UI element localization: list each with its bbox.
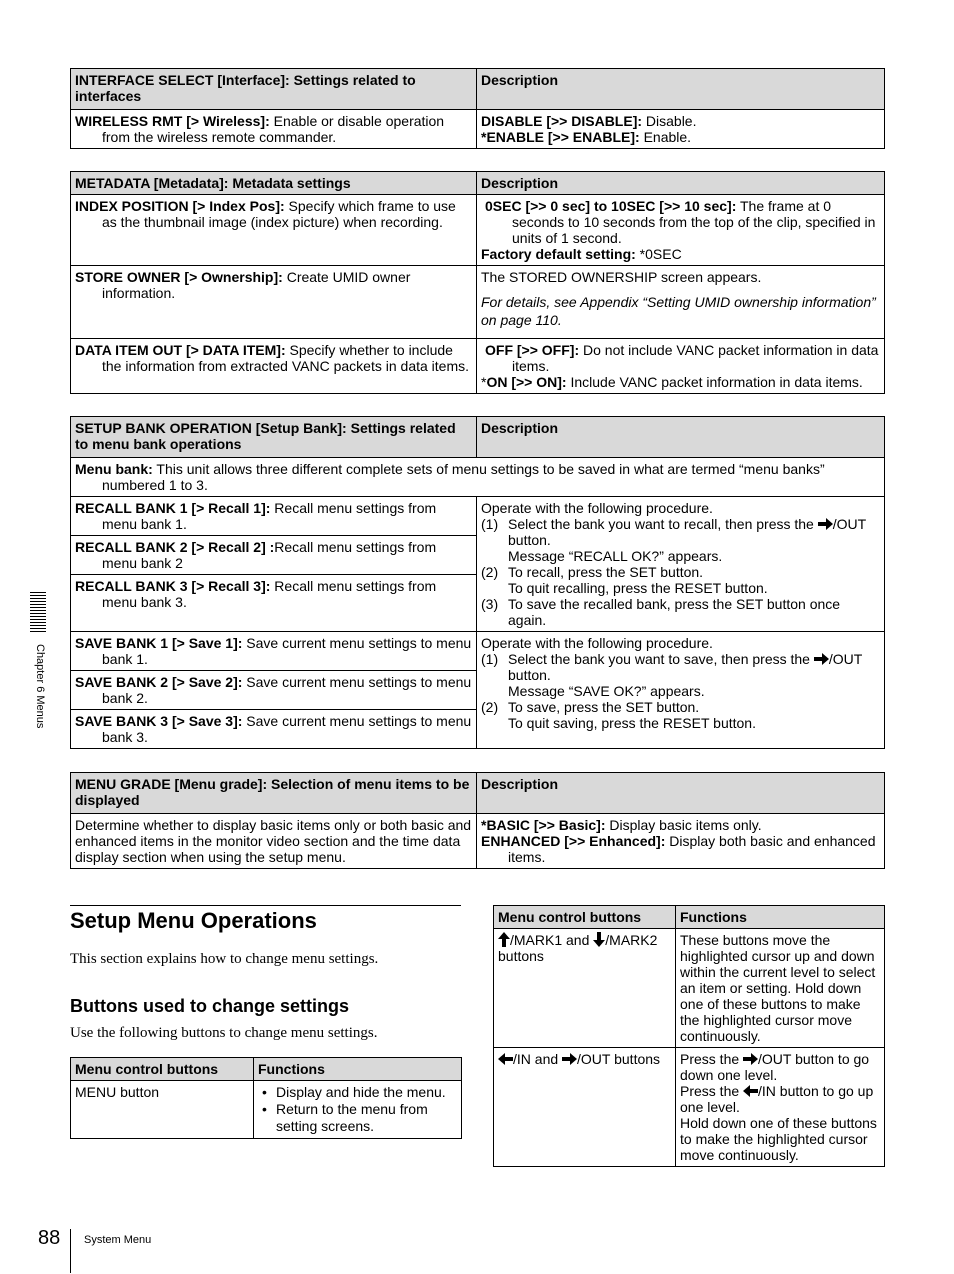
item-text: Recall menu settings from menu bank 2	[102, 539, 437, 571]
item-label: RECALL BANK 2 [> Recall 2] :	[75, 539, 275, 555]
function-text: Press the	[680, 1083, 744, 1099]
item-text: Enable or disable operation from the wireless remote commander.	[102, 113, 445, 145]
table-header: INTERFACE SELECT [Interface]: Settings related to interfaces	[71, 69, 477, 110]
step-text: To quit saving, press the RESET button.	[508, 715, 756, 731]
table-row	[71, 110, 885, 149]
subsection-intro: Use the following buttons to change menu settings.	[70, 1025, 378, 1041]
item-text: Create UMID owner information.	[102, 269, 411, 301]
option-label: *BASIC [>> Basic]:	[481, 817, 606, 833]
table-header: Description	[477, 172, 885, 195]
option-text: Display basic items only.	[605, 817, 762, 833]
setup-bank-table	[70, 416, 885, 749]
cross-reference: For details, see Appendix “Setting UMID ownership information” on page 110.	[481, 294, 876, 328]
metadata-table	[70, 171, 885, 394]
table-row	[71, 632, 885, 671]
step-text: Select the bank you want to recall, then press the	[508, 516, 818, 532]
footer-label: System Menu	[84, 1234, 152, 1246]
function-text: These buttons move the highlighted cursor up and down within the current level to select an item or setting. Hold down one of these buttons to make the highlighted cursor move continuously.	[676, 929, 885, 1048]
note-label: Menu bank:	[75, 461, 153, 477]
arrow-left-icon	[743, 1085, 758, 1097]
procedure-intro: Operate with the following procedure.	[481, 635, 713, 651]
step-message: Message “RECALL OK?” appears.	[508, 548, 723, 564]
default-label: Factory default setting:	[481, 246, 636, 262]
function-text: Hold down one of these buttons to make the highlighted cursor move continuously.	[680, 1115, 877, 1163]
item-text: Specify which frame to use as the thumbnail image (index picture) when recording.	[102, 198, 456, 230]
option-text: Disable.	[642, 113, 697, 129]
step-text: To save the recalled bank, press the SET button once again.	[508, 596, 841, 628]
option-text: Do not include VANC packet information in data items.	[512, 342, 879, 374]
procedure-intro: Operate with the following procedure.	[481, 500, 713, 516]
item-label: DATA ITEM OUT [> DATA ITEM]:	[75, 342, 286, 358]
step-text: /OUT button.	[508, 516, 866, 548]
cursor-buttons-table	[493, 905, 885, 1167]
table-header: Description	[477, 417, 885, 458]
item-text: Recall menu settings from menu bank 3.	[102, 578, 437, 610]
step-message: Message “SAVE OK?” appears.	[508, 683, 705, 699]
item-label: RECALL BANK 3 [> Recall 3]:	[75, 578, 271, 594]
step-number: (3)	[481, 596, 499, 612]
arrow-right-icon	[814, 653, 829, 665]
table-header: METADATA [Metadata]: Metadata settings	[71, 172, 477, 195]
section-intro: This section explains how to change menu settings.	[70, 951, 379, 967]
option-label: DISABLE [>> DISABLE]:	[481, 113, 643, 129]
footer-divider	[70, 1229, 71, 1273]
step-text: To quit recalling, press the RESET button.	[508, 580, 768, 596]
item-text: Save current menu settings to menu bank 1.	[102, 635, 472, 667]
table-header: MENU GRADE [Menu grade]: Selection of menu items to be displayed	[71, 773, 477, 814]
chapter-tab-marker	[30, 592, 46, 634]
option-text: Include VANC packet information in data items.	[566, 374, 863, 390]
function-list	[258, 1084, 457, 1135]
step-text: To recall, press the SET button.	[508, 564, 704, 580]
item-label: INDEX POSITION [> Index Pos]:	[75, 198, 285, 214]
table-row	[71, 195, 885, 266]
list-item: • Return to the menu from setting screens.	[258, 1101, 457, 1135]
page-number: 88	[38, 1227, 61, 1249]
table-row	[71, 458, 885, 497]
table-row	[494, 1048, 885, 1167]
step-number: (2)	[481, 564, 499, 580]
item-text: Save current menu settings to menu bank 3.	[102, 713, 472, 745]
table-row	[71, 814, 885, 869]
table-row	[494, 929, 885, 1048]
step-text: /OUT button.	[508, 651, 863, 683]
note-text: This unit allows three different complete sets of menu settings to be saved in what are termed “menu banks” numbered 1 to 3.	[102, 461, 825, 493]
option-label: ENHANCED [>> Enhanced]:	[481, 833, 666, 849]
item-label: WIRELESS RMT [> Wireless]:	[75, 113, 270, 129]
procedure-steps	[481, 516, 880, 628]
option-label: *ENABLE [>> ENABLE]:	[481, 129, 640, 145]
item-text: Save current menu settings to menu bank 2.	[102, 674, 472, 706]
item-label: SAVE BANK 1 [> Save 1]:	[75, 635, 243, 651]
table-header: Description	[477, 69, 885, 110]
interface-select-table	[70, 68, 885, 149]
step-text: To save, press the SET button.	[508, 699, 700, 715]
table-header: Menu control buttons	[494, 906, 676, 929]
function-text: /OUT button to go down one level.	[680, 1051, 870, 1083]
table-header: Functions	[676, 906, 885, 929]
function-text: /IN button to go up one level.	[680, 1083, 874, 1115]
arrow-left-icon	[498, 1053, 513, 1065]
button-name: /MARK2 buttons	[498, 932, 658, 964]
item-label: RECALL BANK 1 [> Recall 1]:	[75, 500, 271, 516]
default-marker: *	[481, 374, 487, 390]
table-row	[71, 339, 885, 394]
section-title: Setup Menu Operations	[70, 905, 461, 934]
list-item: • Display and hide the menu.	[258, 1084, 457, 1101]
option-text: The frame at 0 seconds to 10 seconds from the top of the clip, specified in units of 1 second.	[512, 198, 876, 246]
item-text: Determine whether to display basic items only or both basic and enhanced items in the monitor video section and the time data display section when using the setup menu.	[71, 814, 477, 869]
procedure-steps	[481, 651, 880, 731]
option-text: Enable.	[639, 129, 692, 145]
table-row	[71, 497, 885, 536]
button-name: /IN and	[513, 1051, 563, 1067]
arrow-up-icon	[498, 932, 510, 947]
function-text: Press the	[680, 1051, 744, 1067]
menu-button-table	[70, 1057, 462, 1139]
option-label: OFF [>> OFF]:	[485, 342, 580, 358]
table-header: SETUP BANK OPERATION [Setup Bank]: Settings related to menu bank operations	[71, 417, 477, 458]
option-label: 0SEC [>> 0 sec] to 10SEC [>> 10 sec]:	[485, 198, 737, 214]
arrow-right-icon	[562, 1053, 577, 1065]
option-text: Display both basic and enhanced items.	[508, 833, 876, 865]
step-number: (2)	[481, 699, 499, 715]
step-number: (1)	[481, 516, 499, 532]
option-label: ON [>> ON]:	[486, 374, 567, 390]
arrow-down-icon	[593, 932, 605, 947]
menu-grade-table	[70, 772, 885, 869]
table-header: Menu control buttons	[71, 1058, 254, 1081]
table-header: Description	[477, 773, 885, 814]
table-header: Functions	[254, 1058, 462, 1081]
button-name: /MARK1 and	[510, 932, 594, 948]
arrow-right-icon	[818, 518, 833, 530]
table-row	[71, 1081, 462, 1139]
chapter-label: Chapter 6 Menus	[34, 644, 46, 729]
default-value: *0SEC	[635, 246, 682, 262]
arrow-right-icon	[743, 1053, 758, 1065]
item-label: SAVE BANK 2 [> Save 2]:	[75, 674, 243, 690]
item-text: Specify whether to include the information from extracted VANC packets in data items.	[102, 342, 470, 374]
button-name: /OUT buttons	[577, 1051, 661, 1067]
subsection-title: Buttons used to change settings	[70, 996, 350, 1016]
step-number: (1)	[481, 651, 499, 667]
item-text: Recall menu settings from menu bank 1.	[102, 500, 437, 532]
button-name: MENU button	[71, 1081, 254, 1139]
item-label: SAVE BANK 3 [> Save 3]:	[75, 713, 243, 729]
step-text: Select the bank you want to save, then press the	[508, 651, 814, 667]
description-text: The STORED OWNERSHIP screen appears.	[481, 269, 762, 285]
table-row	[71, 266, 885, 339]
item-label: STORE OWNER [> Ownership]:	[75, 269, 283, 285]
